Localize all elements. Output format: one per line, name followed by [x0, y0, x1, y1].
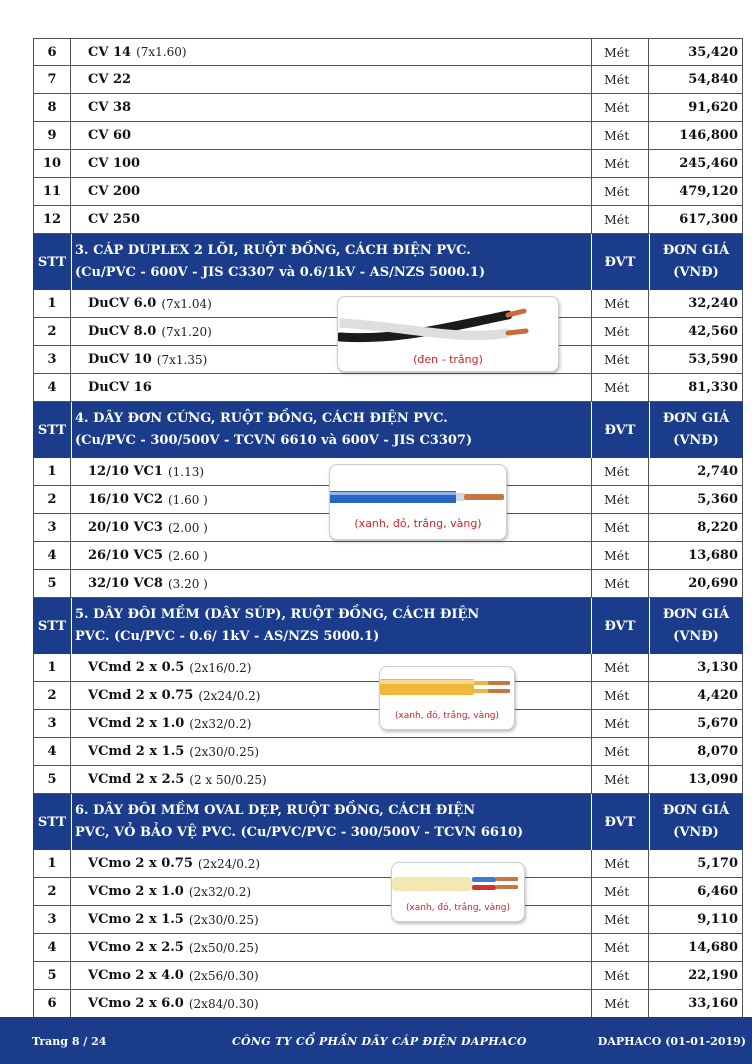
row-unit: Mét: [591, 458, 649, 485]
cable-photo: [337, 296, 559, 372]
product-code: CV 200: [88, 184, 141, 199]
product-code: 16/10 VC2: [88, 492, 163, 507]
header-stt: STT: [37, 422, 67, 438]
section-title-line: (Cu/PVC - 300/500V - TCVN 6610 và 600V - JIS C3307): [75, 433, 473, 448]
product-spec: (2x24/0.2): [197, 856, 261, 871]
table-row: [33, 94, 743, 122]
row-unit: Mét: [591, 990, 649, 1017]
header-price-line: (VNĐ): [673, 629, 719, 644]
header-divider: [71, 402, 72, 458]
product-code: CV 14: [88, 44, 132, 60]
product-spec: (7x1.35): [156, 352, 208, 367]
header-divider: [649, 234, 650, 290]
row-price: 13,090: [649, 766, 743, 793]
row-product: [71, 766, 591, 793]
header-unit: ĐVT: [604, 618, 636, 634]
product-code: CV 38: [88, 100, 132, 115]
product-code: VCmd 2 x 1.0: [88, 716, 185, 731]
row-unit: Mét: [591, 962, 649, 989]
section-header: [33, 794, 743, 850]
header-price-line: ĐƠN GIÁ: [662, 411, 730, 426]
product-code: VCmo 2 x 1.0: [88, 884, 184, 899]
product-spec: (2x32/0.2): [189, 716, 252, 731]
row-price: 33,160: [649, 990, 743, 1017]
table-row: [33, 934, 743, 962]
header-stt: STT: [37, 618, 67, 634]
header-price: [649, 240, 743, 284]
row-price: 3,130: [649, 654, 743, 681]
row-stt: 7: [33, 66, 71, 93]
product-code: 20/10 VC3: [88, 520, 163, 535]
row-product: [71, 178, 591, 205]
row-unit: Mét: [591, 178, 649, 205]
product-code: 32/10 VC8: [88, 576, 163, 591]
row-price: 9,110: [649, 906, 743, 933]
header-divider: [591, 794, 592, 850]
row-unit: Mét: [591, 486, 649, 513]
cable-photo-caption: (xanh, đỏ, trắng, vàng): [394, 711, 500, 721]
row-price: 5,670: [649, 710, 743, 737]
header-unit: ĐVT: [604, 422, 636, 438]
page-number: Trang 8 / 24: [32, 1035, 107, 1048]
row-price: 146,800: [649, 122, 743, 149]
section-3: [33, 598, 743, 794]
header-price-line: ĐƠN GIÁ: [662, 607, 730, 622]
section-title: [75, 604, 590, 648]
row-stt: 1: [33, 290, 71, 317]
product-code: VCmo 2 x 0.75: [88, 856, 193, 871]
header-price-line: (VNĐ): [673, 265, 719, 280]
section-title-line: PVC, VỎ BẢO VỆ PVC. (Cu/PVC/PVC - 300/500V - TCVN 6610): [75, 825, 524, 840]
header-price: [649, 408, 743, 452]
section-title-line: 5. DÂY ĐÔI MỀM (DÂY SÚP), RUỘT ĐỒNG, CÁCH ĐIỆN: [75, 607, 480, 622]
row-stt: 9: [33, 122, 71, 149]
product-spec: (7x1.60): [136, 45, 187, 59]
section-header: [33, 234, 743, 290]
header-price-line: (VNĐ): [673, 825, 719, 840]
row-price: 13,680: [649, 542, 743, 569]
product-spec: (1.60 ): [167, 492, 208, 507]
product-code: VCmd 2 x 2.5: [88, 772, 185, 787]
row-unit: Mét: [591, 150, 649, 177]
cable-photo: [329, 464, 507, 540]
product-code: DuCV 6.0: [88, 296, 157, 311]
document-date: DAPHACO (01-01-2019): [597, 1035, 746, 1048]
header-divider: [649, 402, 650, 458]
row-stt: 2: [33, 682, 71, 709]
row-unit: Mét: [591, 94, 649, 121]
row-price: 5,170: [649, 850, 743, 877]
row-unit: Mét: [591, 66, 649, 93]
product-code: VCmd 2 x 0.5: [88, 660, 185, 675]
row-stt: 5: [33, 766, 71, 793]
table-row: [33, 374, 743, 402]
row-price: 20,690: [649, 570, 743, 597]
row-unit: Mét: [591, 318, 649, 345]
table-row: [33, 178, 743, 206]
header-price-line: ĐƠN GIÁ: [662, 243, 730, 258]
product-spec: (2x84/0.30): [188, 996, 259, 1011]
product-spec: (2x30/0.25): [189, 744, 260, 759]
table-row: [33, 66, 743, 94]
row-unit: Mét: [591, 570, 649, 597]
row-unit: Mét: [591, 710, 649, 737]
row-unit: Mét: [591, 39, 649, 65]
section-2: [33, 402, 743, 598]
row-stt: 2: [33, 318, 71, 345]
cable-photo: [379, 666, 515, 730]
header-divider: [71, 794, 72, 850]
header-price-line: ĐƠN GIÁ: [662, 803, 730, 818]
row-unit: Mét: [591, 122, 649, 149]
product-spec: (7x1.20): [161, 324, 212, 339]
row-stt: 1: [33, 654, 71, 681]
row-price: 81,330: [649, 374, 743, 401]
product-code: VCmo 2 x 6.0: [88, 996, 184, 1011]
header-stt: STT: [37, 254, 67, 270]
row-stt: 3: [33, 514, 71, 541]
product-spec: (7x1.04): [161, 296, 212, 311]
row-product: [71, 66, 591, 93]
row-product: [71, 738, 591, 765]
table-row: [33, 990, 743, 1018]
header-price-line: (VNĐ): [673, 433, 719, 448]
row-price: 22,190: [649, 962, 743, 989]
row-unit: Mét: [591, 738, 649, 765]
product-code: 12/10 VC1: [88, 464, 163, 479]
section-title-line: 6. DÂY ĐÔI MỀM OVAL DẸP, RUỘT ĐỒNG, CÁCH ĐIỆN: [75, 803, 476, 818]
row-unit: Mét: [591, 654, 649, 681]
row-product: [71, 542, 591, 569]
product-spec: (2.00 ): [167, 520, 208, 535]
row-unit: Mét: [591, 290, 649, 317]
row-product: [71, 122, 591, 149]
product-spec: (2x56/0.30): [188, 968, 259, 983]
row-unit: Mét: [591, 682, 649, 709]
product-spec: (1.13): [167, 464, 205, 479]
row-unit: Mét: [591, 850, 649, 877]
header-divider: [71, 234, 72, 290]
row-price: 42,560: [649, 318, 743, 345]
header-price: [649, 604, 743, 648]
row-price: 91,620: [649, 94, 743, 121]
table-row: [33, 850, 743, 878]
row-product: [71, 934, 591, 961]
row-product: [71, 570, 591, 597]
row-unit: Mét: [591, 374, 649, 401]
row-price: 245,460: [649, 150, 743, 177]
table-row: [33, 570, 743, 598]
page-footer: [0, 1017, 752, 1064]
row-price: 32,240: [649, 290, 743, 317]
header-divider: [591, 402, 592, 458]
header-divider: [649, 598, 650, 654]
section-title: [75, 408, 590, 452]
product-spec: (2x16/0.2): [189, 660, 252, 675]
section-0: [33, 38, 743, 234]
section-4: [33, 794, 743, 1018]
row-unit: Mét: [591, 906, 649, 933]
row-stt: 5: [33, 962, 71, 989]
row-stt: 12: [33, 206, 71, 233]
section-header: [33, 598, 743, 654]
row-stt: 2: [33, 878, 71, 905]
table-row: [33, 122, 743, 150]
table-row: [33, 542, 743, 570]
price-table: [33, 38, 743, 1018]
cable-photo: [391, 862, 525, 922]
row-product: [71, 150, 591, 177]
row-price: 479,120: [649, 178, 743, 205]
row-product: [71, 374, 591, 401]
row-stt: 4: [33, 542, 71, 569]
row-price: 617,300: [649, 206, 743, 233]
row-stt: 4: [33, 738, 71, 765]
product-spec: (2x24/0.2): [198, 688, 261, 703]
row-stt: 2: [33, 486, 71, 513]
row-unit: Mét: [591, 206, 649, 233]
row-stt: 1: [33, 850, 71, 877]
header-price: [649, 800, 743, 844]
section-title-line: (Cu/PVC - 600V - JIS C3307 và 0.6/1kV - AS/NZS 5000.1): [75, 265, 486, 280]
row-price: 2,740: [649, 458, 743, 485]
product-code: CV 100: [88, 156, 141, 171]
section-1: [33, 234, 743, 402]
header-stt: STT: [37, 814, 67, 830]
section-title: [75, 240, 590, 284]
product-code: VCmo 2 x 4.0: [88, 968, 184, 983]
table-row: [33, 906, 743, 934]
row-stt: 3: [33, 906, 71, 933]
row-price: 35,420: [649, 39, 743, 65]
header-divider: [591, 234, 592, 290]
product-code: DuCV 16: [88, 380, 152, 395]
company-name: CÔNG TY CỔ PHẦN DÂY CÁP ĐIỆN DAPHACO: [232, 1035, 527, 1048]
product-code: CV 22: [88, 72, 132, 87]
row-unit: Mét: [591, 514, 649, 541]
header-divider: [71, 598, 72, 654]
header-unit: ĐVT: [604, 814, 636, 830]
row-price: 8,220: [649, 514, 743, 541]
product-code: VCmo 2 x 1.5: [88, 912, 184, 927]
row-unit: Mét: [591, 878, 649, 905]
row-unit: Mét: [591, 346, 649, 373]
row-stt: 6: [33, 990, 71, 1017]
product-spec: (3.20 ): [167, 576, 208, 591]
row-product: [71, 990, 591, 1017]
row-unit: Mét: [591, 934, 649, 961]
cable-photo-caption: (xanh, đỏ, trắng, vàng): [405, 903, 511, 913]
product-code: 26/10 VC5: [88, 548, 163, 563]
row-product: [71, 94, 591, 121]
row-price: 53,590: [649, 346, 743, 373]
row-price: 8,070: [649, 738, 743, 765]
row-price: 4,420: [649, 682, 743, 709]
product-spec: (2x50/0.25): [188, 940, 259, 955]
product-code: CV 60: [88, 128, 132, 143]
row-stt: 3: [33, 346, 71, 373]
table-row: [33, 738, 743, 766]
product-spec: (2x32/0.2): [188, 884, 252, 899]
row-stt: 5: [33, 570, 71, 597]
row-stt: 3: [33, 710, 71, 737]
table-row: [33, 962, 743, 990]
row-stt: 4: [33, 934, 71, 961]
section-header: [33, 402, 743, 458]
row-price: 5,360: [649, 486, 743, 513]
product-spec: (2 x 50/0.25): [189, 772, 267, 787]
cable-photo-caption: (xanh, đỏ, trắng, vàng): [354, 517, 482, 530]
header-unit: ĐVT: [604, 254, 636, 270]
cable-photo-caption: (đen - trắng): [413, 353, 483, 366]
product-spec: (2x30/0.25): [188, 912, 259, 927]
row-stt: 4: [33, 374, 71, 401]
header-divider: [591, 598, 592, 654]
table-row: [33, 878, 743, 906]
row-stt: 8: [33, 94, 71, 121]
table-row: [33, 150, 743, 178]
section-title-line: 3. CÁP DUPLEX 2 LÕI, RUỘT ĐỒNG, CÁCH ĐIỆN PVC.: [75, 243, 471, 258]
product-code: CV 250: [88, 212, 141, 227]
section-title: [75, 800, 590, 844]
row-product: [71, 962, 591, 989]
row-unit: Mét: [591, 766, 649, 793]
table-row: [33, 206, 743, 234]
header-divider: [649, 794, 650, 850]
product-code: DuCV 10: [88, 352, 152, 367]
product-code: VCmd 2 x 0.75: [88, 688, 194, 703]
row-unit: Mét: [591, 542, 649, 569]
row-stt: 1: [33, 458, 71, 485]
product-code: VCmd 2 x 1.5: [88, 744, 185, 759]
row-stt: 11: [33, 178, 71, 205]
product-code: DuCV 8.0: [88, 324, 157, 339]
table-row: [33, 38, 743, 66]
section-title-line: 4. DÂY ĐƠN CỨNG, RUỘT ĐỒNG, CÁCH ĐIỆN PVC.: [75, 411, 448, 426]
row-price: 14,680: [649, 934, 743, 961]
row-stt: 10: [33, 150, 71, 177]
product-spec: (2.60 ): [167, 548, 208, 563]
section-title-line: PVC. (Cu/PVC - 0.6/ 1kV - AS/NZS 5000.1): [75, 629, 380, 644]
product-code: VCmo 2 x 2.5: [88, 940, 184, 955]
row-product: [71, 39, 591, 65]
row-stt: 6: [33, 39, 71, 65]
row-price: 6,460: [649, 878, 743, 905]
table-row: [33, 766, 743, 794]
row-product: [71, 206, 591, 233]
row-price: 54,840: [649, 66, 743, 93]
